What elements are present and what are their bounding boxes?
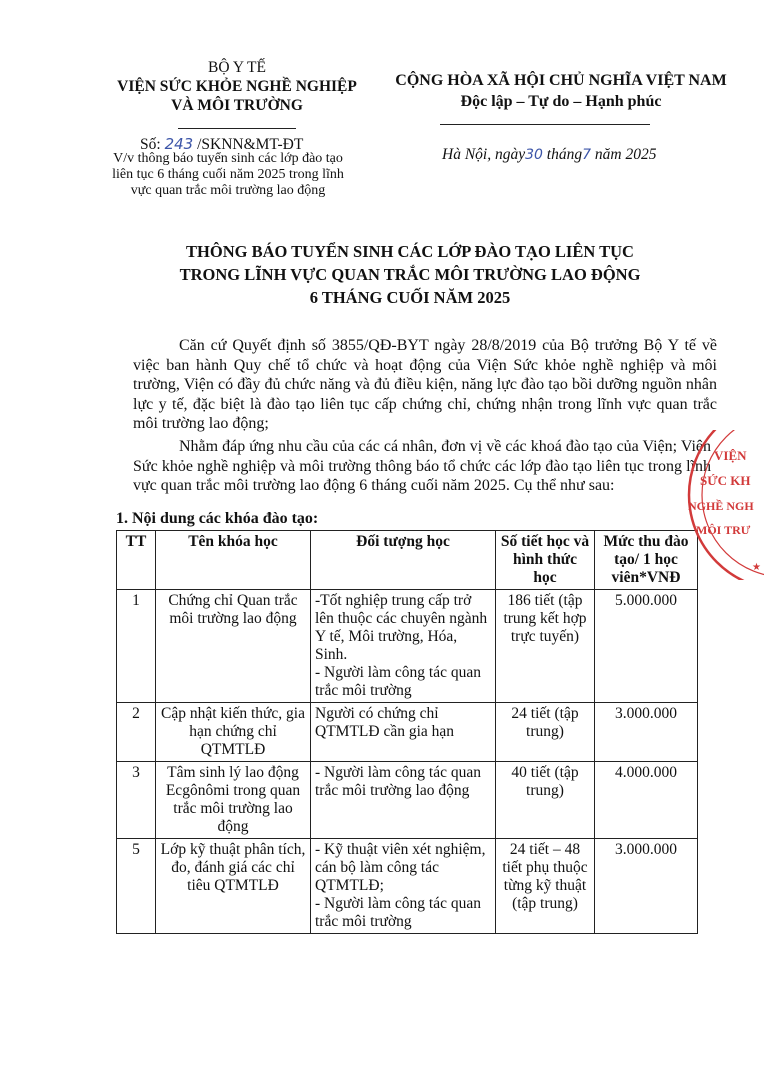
date-day: 30: [525, 147, 543, 163]
section-heading: 1. Nội dung các khóa đào tạo:: [116, 510, 319, 527]
country-name: CỘNG HÒA XÃ HỘI CHỦ NGHĨA VIỆT NAM: [395, 72, 727, 89]
doc-number-suffix: /SKNN&MT-ĐT: [197, 136, 304, 153]
doc-number-label: Số:: [140, 136, 161, 153]
ministry-name: BỘ Y TẾ: [208, 59, 266, 76]
title-line3: 6 THÁNG CUỐI NĂM 2025: [309, 288, 511, 307]
table-row: [117, 762, 698, 839]
table-header-row: [117, 531, 698, 590]
row-target-line: - Kỹ thuật viên xét nghiệm, cán bộ làm công tác QTMTLĐ;: [315, 841, 486, 894]
document-subject: V/v thông báo tuyển sinh các lớp đào tạo liên tục 6 tháng cuối năm 2025 trong lĩnh vực quan trắc môi trường lao động: [112, 151, 344, 198]
table-row: [117, 703, 698, 762]
doc-number-handwritten: 243: [164, 135, 194, 153]
title-line1: THÔNG BÁO TUYỂN SINH CÁC LỚP ĐÀO TẠO LIÊN TỤC: [186, 242, 634, 261]
row-hours: 24 tiết – 48 tiết phụ thuộc từng kỹ thuật (tập trung): [496, 839, 595, 934]
issuer-divider: [178, 128, 296, 129]
seal-text-line3: NGHỀ NGH: [688, 499, 754, 513]
row-target: Người có chứng chỉ QTMTLĐ cần gia hạn: [311, 703, 496, 762]
seal-text-line2: SỨC KH: [700, 473, 751, 488]
row-course-name: Chứng chỉ Quan trắc môi trường lao động: [156, 590, 311, 703]
institute-name-line2: VÀ MÔI TRƯỜNG: [171, 97, 303, 114]
row-target-line: - Người làm công tác quan trắc môi trường: [315, 895, 481, 930]
motto-divider: [440, 124, 650, 125]
seal-text-line1: VIỆN: [714, 448, 747, 463]
row-tt: 1: [117, 590, 156, 703]
date-year: năm 2025: [594, 146, 657, 163]
national-motto: Độc lập – Tự do – Hạnh phúc: [460, 93, 662, 110]
header-fee: Mức thu đào tạo/ 1 học viên*VNĐ: [595, 531, 698, 590]
row-target-line: -Tốt nghiệp trung cấp trở lên thuộc các chuyên ngành Y tế, Môi trường, Hóa, Sinh.: [315, 592, 488, 663]
header-tt: TT: [117, 531, 156, 590]
header-course-name: Tên khóa học: [156, 531, 311, 590]
row-hours: 24 tiết (tập trung): [496, 703, 595, 762]
row-tt: 3: [117, 762, 156, 839]
row-course-name: Tâm sinh lý lao động Ecgônômi trong quan trắc môi trường lao động: [156, 762, 311, 839]
date-prefix: Hà Nội, ngày: [442, 146, 526, 163]
row-target: [311, 590, 496, 703]
issuer-block: [92, 58, 382, 115]
official-seal-stamp: [674, 430, 764, 580]
paragraph-legal-basis: Căn cứ Quyết định số 3855/QĐ-BYT ngày 28/8/2019 của Bộ trưởng Bộ Y tế về việc ban hành Quy chế tổ chức và hoạt động của Viện Sức khỏe nghề nghiệp và môi trường, Viện có đầy đủ chức năng và đủ điều kiện, năng lực đào tạo bồi dưỡng nguồn nhân lực y tế, đặc biệt là đào tạo liên tục cấp chứng chỉ, chứng nhận trong lĩnh vực quan trắc môi trường lao động;: [133, 337, 717, 433]
header-hours: Số tiết học và hình thức học: [496, 531, 595, 590]
row-course-name: Cập nhật kiến thức, gia hạn chứng chỉ QTMTLĐ: [156, 703, 311, 762]
header-target: Đối tượng học: [311, 531, 496, 590]
national-header: [388, 70, 734, 112]
row-target: [311, 839, 496, 934]
seal-star-icon: ★: [752, 562, 761, 573]
paragraph-announcement: Nhằm đáp ứng nhu cầu của các cá nhân, đơn vị về các khoá đào tạo của Viện; Viện Sức khỏe nghề nghiệp và môi trường thông báo tổ chức các lớp đào tạo liên tục trong lĩnh vực quan trắc môi trường lao động 6 tháng cuối năm 2025. Cụ thể như sau:: [133, 438, 711, 495]
row-target-line: - Người làm công tác quan trắc môi trường: [315, 664, 481, 699]
row-fee: 5.000.000: [595, 590, 698, 703]
row-fee: 3.000.000: [595, 703, 698, 762]
table-row: [117, 839, 698, 934]
date-line: [442, 146, 656, 164]
row-fee: 3.000.000: [595, 839, 698, 934]
row-tt: 2: [117, 703, 156, 762]
row-target: - Người làm công tác quan trắc môi trường lao động: [311, 762, 496, 839]
seal-text-line4: MÔI TRƯ: [696, 523, 751, 537]
course-table: [116, 530, 698, 934]
date-month: 7: [582, 147, 592, 163]
title-line2: TRONG LĨNH VỰC QUAN TRẮC MÔI TRƯỜNG LAO ĐỘNG: [179, 265, 641, 284]
document-title: [90, 240, 730, 309]
table-row: [117, 590, 698, 703]
date-month-label: tháng: [546, 146, 583, 163]
row-fee: 4.000.000: [595, 762, 698, 839]
row-hours: 40 tiết (tập trung): [496, 762, 595, 839]
row-tt: 5: [117, 839, 156, 934]
row-course-name: Lớp kỹ thuật phân tích, đo, đánh giá các chỉ tiêu QTMTLĐ: [156, 839, 311, 934]
institute-name-line1: VIỆN SỨC KHỎE NGHỀ NGHIỆP: [117, 78, 357, 95]
row-hours: 186 tiết (tập trung kết hợp trực tuyến): [496, 590, 595, 703]
